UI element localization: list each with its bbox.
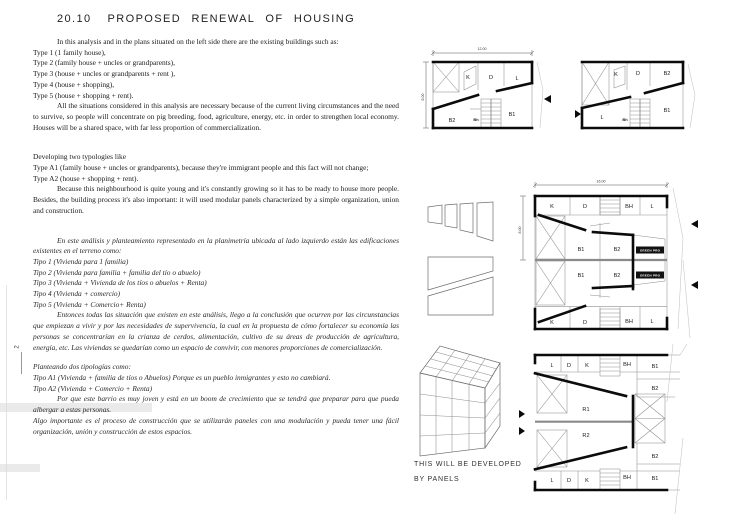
en-paragraph-1: In this analysis and in the plans situated on the left side there are the existing buildings such as: [57, 37, 339, 46]
panel-cube-sketch [400, 338, 515, 458]
en-paragraph-3: Because this neighbourhood is quite young and it's constantly growing so it has to be ready to house more people. Besides, the building process it's also important: it will used modular panels characterized by a simple organization, union and construction. [33, 184, 399, 215]
en-dev-heading: Developing two typologies like [33, 152, 126, 162]
room-living: L [650, 204, 654, 210]
es-tipo-5: Tipo 5 (Vivienda + Comercio+ Renta) [33, 299, 146, 309]
dim-left-label: 8.00 [421, 93, 425, 101]
floor-plan-type-b [570, 40, 705, 140]
room-dining: D [566, 478, 572, 484]
room-bedroom2: B2 [651, 454, 659, 460]
room-living: L [650, 319, 654, 325]
es-tipo-3: Tipo 3 (Vivienda + Vivienda de los tíos o abuelos + Renta) [33, 278, 207, 288]
cube-caption [414, 457, 522, 487]
es-paragraph-3: Por que este barrio es muy joven y está en un boom de crecimiento que se tendrá que preparar para que pueda albergar a estas personas. [33, 394, 399, 415]
green-pro-label: GREEN PRO [639, 248, 661, 253]
room-kitchen: K [585, 478, 589, 484]
room-living: L [515, 76, 519, 82]
panel-sketches [420, 195, 515, 325]
entry-arrow-icon [691, 220, 698, 228]
room-bedroom2: B2 [613, 247, 621, 253]
room-kitchen: K [585, 363, 589, 369]
entry-arrow-icon [519, 410, 525, 418]
room-bedroom1: B1 [508, 112, 516, 118]
room-bath: Bh [622, 117, 628, 122]
section-number: 20.10 [57, 13, 92, 25]
room-kitchen: K [466, 75, 470, 81]
room-bath: BH [623, 362, 631, 368]
room-dining: D [582, 204, 588, 210]
room-dining: D [566, 363, 572, 369]
room-dining: D [582, 320, 588, 326]
room-bedroom2: B2 [448, 118, 456, 124]
room-bedroom1: B1 [651, 364, 659, 370]
room-dining: D [635, 71, 641, 77]
page-title [57, 13, 355, 25]
entry-arrow-icon [575, 110, 581, 118]
floor-plan-type-a [420, 40, 565, 140]
room-rental2: R2 [582, 433, 590, 439]
en-type-4: Type 4 (house + shopping), [33, 79, 115, 89]
room-kitchen: K [550, 204, 554, 210]
room-bedroom2: B2 [613, 273, 621, 279]
room-bedroom1: B1 [577, 247, 585, 253]
floor-plan-proposed-a2 [515, 342, 730, 516]
room-kitchen: K [550, 320, 554, 326]
green-pro-label: GREEN PRO [639, 273, 661, 278]
text-column [33, 37, 399, 437]
room-bedroom2: B2 [663, 71, 671, 77]
es-tipo-a2: Tipo A2 (Vivienda + Comercio + Renta) [33, 383, 153, 393]
entry-arrow-icon [691, 281, 698, 289]
en-type-3: Type 3 (house + uncles or grandparents + rent ), [33, 69, 176, 79]
room-bath: BH [625, 319, 633, 325]
en-type-2: Type 2 (family house + uncles or grandparents), [33, 58, 175, 68]
en-type-1: Type 1 (1 family house), [33, 47, 106, 57]
room-bedroom1: B1 [577, 273, 585, 279]
room-bedroom1: B1 [651, 476, 659, 482]
en-type-5: Type 5 (house + shopping + rent). [33, 90, 134, 100]
margin-rule [21, 352, 22, 374]
room-dining: D [488, 75, 494, 81]
floor-plan-proposed-a1 [515, 176, 730, 344]
room-bath: BH [625, 204, 633, 210]
highlight-band [0, 464, 40, 472]
room-living: L [550, 478, 554, 484]
es-paragraph-1: En este análisis y planteamiento representado en la planimetría ubicada al lado izquierdo están las edificaciones existentes en el terreno como: [33, 235, 399, 256]
es-tipo-1: Tipo 1 (Vivienda para 1 familia) [33, 256, 129, 266]
dim-top-label: 16.00 [596, 179, 606, 184]
room-bath: BH [623, 475, 631, 481]
dim-top-label: 12.00 [477, 47, 487, 51]
es-tipo-a1: Tipo A1 (Vivienda + familia de tíos o Abuelos) Porque es un pueblo inmigrantes y esto no cambiará. [33, 372, 331, 382]
section-title: PROPOSED RENEWAL OF HOUSING [107, 13, 356, 25]
room-kitchen: K [614, 72, 618, 78]
room-bath: Bh [473, 117, 479, 122]
caption-line-1: THIS WILL BE DEVELOPED [414, 461, 522, 468]
en-paragraph-2: All the situations considered in this analysis are necessary because of the current living circumstances and the need to survive, so people will concentrate on pig breeding, food, agriculture, energy, etc. in order to strengthen local economy. Houses will be a shared space, with far less proportion of commercialization. [33, 101, 399, 132]
es-plant-heading: Planteando dos tipologías como: [33, 362, 131, 372]
room-rental1: R1 [582, 407, 590, 413]
es-tipo-4: Tipo 4 (Vivienda + comercio) [33, 289, 121, 299]
en-type-a1: Type A1 (family house + uncles or grandparents), because they're immigrant people and this fact will not change; [33, 163, 369, 173]
es-paragraph-4: Algo importante es el proceso de construcción que se utilizarán paneles con una modulación y pueda tener una fácil organización, unión y construcción de estos espacios. [33, 415, 399, 436]
es-tipo-2: Tipo 2 (Vivienda para familia + familia del tío o abuelo) [33, 267, 201, 277]
en-type-a2: Type A2 (house + shopping + rent). [33, 173, 139, 183]
room-bedroom2: B2 [651, 386, 659, 392]
entry-arrow-icon [544, 95, 551, 103]
entry-arrow-icon [519, 427, 525, 435]
margin-page-number: 2 [14, 345, 21, 349]
es-paragraph-2: Entonces todas las situación que existen en este análisis, llego a la conclusión que ocurren por las circunstancias que empiezan a vivir y por las necesidades de supervivencia, la cual en la propuesta de cómo fortalecer su economía las personas se concentrarían en la crianza de cerdos, alimentación, cultivo de su áreas de producción de agricultura, energía, etc. Las viviendas se quedarían como un espacio de convivir, con menores proporciones de comercialización. [33, 310, 399, 352]
caption-line-2: BY PANELS [414, 476, 460, 483]
room-bedroom1: B1 [663, 108, 671, 114]
dim-left-label: 8.00 [518, 226, 522, 234]
room-living: L [550, 363, 554, 369]
room-living: L [600, 115, 604, 121]
